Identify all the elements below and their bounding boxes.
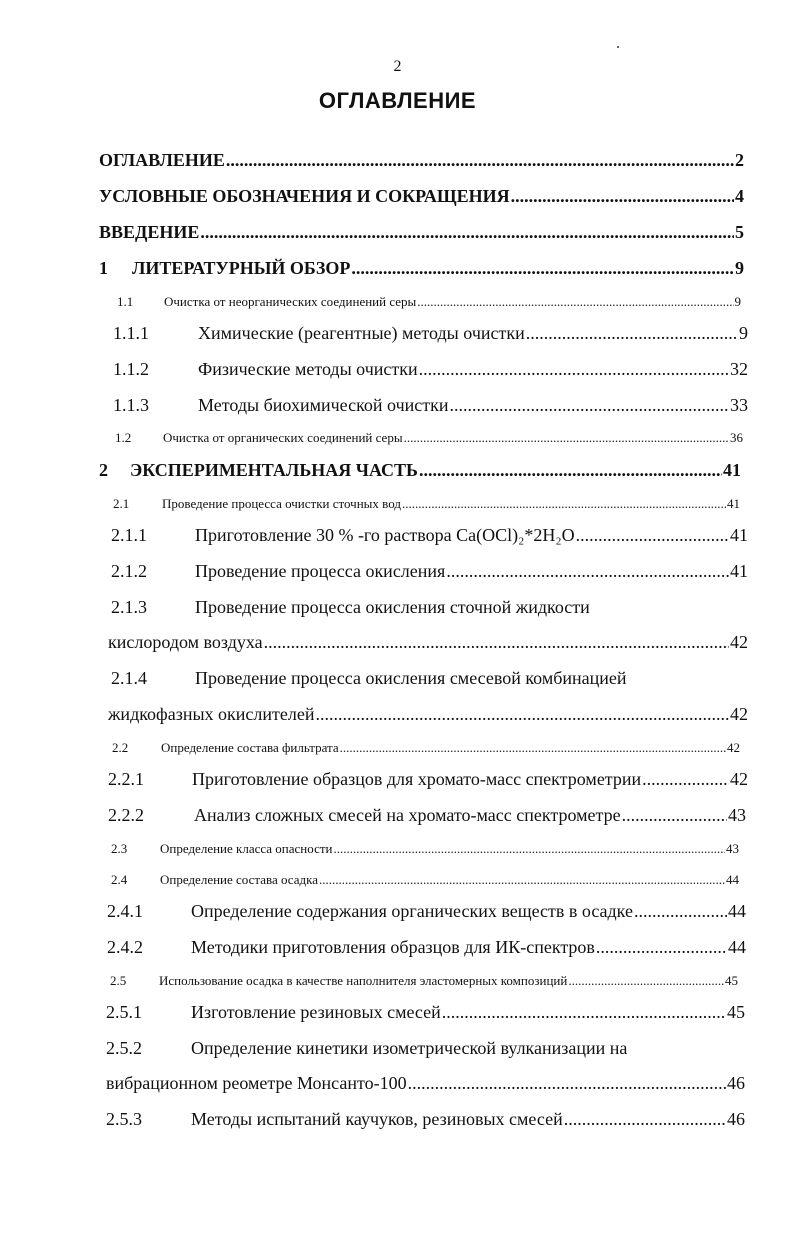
toc-entry-2-5[interactable]	[110, 973, 738, 989]
toc-entry-number: 1.2	[115, 430, 132, 445]
toc-entry-2-1[interactable]	[113, 496, 740, 512]
toc-entry-number: 2	[99, 460, 108, 480]
toc-entry-2-4[interactable]	[111, 872, 739, 888]
toc-entry-page: 46	[727, 1109, 745, 1129]
toc-entry-2-5-2-continuation[interactable]	[106, 1073, 745, 1094]
toc-entry-number: 2.5.3	[106, 1109, 142, 1129]
toc-entry-number: 2.1.3	[111, 597, 147, 617]
toc-entry-title: Методы биохимической очистки	[198, 395, 449, 415]
toc-entry-2-1-3-continuation[interactable]	[108, 632, 748, 653]
toc-entry-number: 1	[99, 258, 108, 278]
toc-entry-page: 5	[735, 222, 744, 242]
toc-entry-2-1-3[interactable]	[111, 597, 748, 618]
dot-leader	[404, 430, 729, 446]
toc-entry-page: 42	[727, 740, 740, 755]
toc-entry-title: Химические (реагентные) методы очистки	[198, 323, 525, 343]
dot-leader	[596, 937, 727, 958]
page-title: ОГЛАВЛЕНИЕ	[318, 88, 477, 113]
toc-entry-page: 42	[730, 704, 748, 724]
toc-entry-title-continuation: вибрационном реометре Монсанто-100	[106, 1073, 407, 1093]
toc-entry-title: Определение состава осадка	[160, 872, 319, 887]
toc-entry-contents[interactable]	[99, 150, 744, 171]
toc-entry-title: Анализ сложных смесей на хромато-масс спектрометре	[194, 805, 621, 825]
dot-leader	[450, 395, 729, 416]
toc-entry-number: 2.2	[112, 740, 129, 755]
toc-entry-title: Приготовление 30 % -го раствора Ca(OCl)₂*2H₂O	[195, 525, 575, 545]
dot-leader	[226, 150, 734, 171]
toc-entry-number: 1.1.1	[113, 323, 149, 343]
toc-entry-page: 43	[728, 805, 746, 825]
toc-entry-1-1-2[interactable]	[113, 359, 748, 380]
toc-entry-2-5-1[interactable]	[106, 1002, 745, 1023]
dot-leader	[419, 359, 729, 380]
dot-leader	[334, 841, 726, 857]
dot-leader	[576, 525, 729, 546]
dot-leader	[316, 704, 730, 725]
toc-entry-chapter-2[interactable]	[99, 460, 741, 481]
toc-entry-title-continuation: кислородом воздуха	[108, 632, 263, 652]
toc-entry-title: Очистка от органических соединений серы	[163, 430, 403, 445]
dot-leader	[419, 460, 722, 481]
toc-entry-page: 9	[735, 258, 744, 278]
toc-entry-title: Проведение процесса очистки сточных вод	[162, 496, 401, 511]
toc-entry-number: 2.3	[111, 841, 128, 856]
toc-entry-page: 45	[727, 1002, 745, 1022]
toc-entry-number: 2.4	[111, 872, 128, 887]
toc-entry-2-1-4-continuation[interactable]	[108, 704, 748, 725]
toc-entry-2-4-2[interactable]	[107, 937, 746, 958]
toc-entry-introduction[interactable]	[99, 222, 744, 243]
dot-leader	[511, 186, 734, 207]
toc-entry-2-1-2[interactable]	[111, 561, 748, 582]
toc-entry-number: 2.1.1	[111, 525, 147, 545]
toc-entry-1-1[interactable]	[117, 294, 741, 310]
dot-leader	[402, 496, 726, 512]
toc-entry-page: 33	[730, 395, 748, 415]
toc-entry-number: 2.5.2	[106, 1038, 142, 1058]
toc-entry-number: 1.1.2	[113, 359, 149, 379]
toc-entry-2-5-2[interactable]	[106, 1038, 745, 1059]
toc-entry-title: Методики приготовления образцов для ИК-спектров	[191, 937, 595, 957]
toc-entry-abbreviations[interactable]	[99, 186, 744, 207]
toc-entry-title-continuation: жидкофазных окислителей	[108, 704, 315, 724]
toc-entry-page: 41	[727, 496, 740, 511]
toc-entry-number: 2.5	[110, 973, 127, 988]
toc-entry-page: 9	[734, 294, 741, 309]
dot-leader	[642, 769, 729, 790]
toc-entry-number: 2.2.1	[108, 769, 144, 789]
toc-entry-number: 2.1.2	[111, 561, 147, 581]
toc-entry-title: Приготовление образцов для хромато-масс спектрометрии	[192, 769, 642, 789]
dot-leader	[319, 872, 725, 888]
dot-leader	[200, 222, 734, 243]
dot-leader	[408, 1073, 726, 1094]
toc-entry-number: 1.1	[117, 294, 134, 309]
toc-entry-number: 2.1.4	[111, 668, 147, 688]
dot-leader	[564, 1109, 726, 1130]
toc-entry-page: 42	[730, 769, 748, 789]
toc-entry-number: 1.1.3	[113, 395, 149, 415]
toc-entry-page: 9	[739, 323, 748, 343]
toc-entry-page: 41	[730, 561, 748, 581]
toc-entry-page: 44	[728, 937, 746, 957]
toc-entry-2-5-3[interactable]	[106, 1109, 745, 1130]
toc-entry-chapter-1[interactable]	[99, 258, 744, 279]
toc-entry-title: ОГЛАВЛЕНИЕ	[99, 150, 225, 170]
toc-entry-page: 41	[730, 525, 748, 545]
toc-entry-number: 2.1	[113, 496, 130, 511]
toc-entry-number: 2.4.1	[107, 901, 143, 921]
toc-entry-2-2-2[interactable]	[108, 805, 746, 826]
dot-leader	[446, 561, 729, 582]
toc-entry-title: ЛИТЕРАТУРНЫЙ ОБЗОР	[132, 258, 351, 278]
page-number: 2	[393, 58, 402, 75]
toc-entry-2-3[interactable]	[111, 841, 739, 857]
toc-entry-page: 2	[735, 150, 744, 170]
toc-entry-title: УСЛОВНЫЕ ОБОЗНАЧЕНИЯ И СОКРАЩЕНИЯ	[99, 186, 510, 206]
toc-entry-1-1-1[interactable]	[113, 323, 748, 344]
toc-entry-title: Определение содержания органических веществ в осадке	[191, 901, 633, 921]
dot-leader	[568, 973, 724, 989]
dot-leader	[442, 1002, 726, 1023]
toc-entry-1-2[interactable]	[115, 430, 743, 446]
toc-entry-number: 2.4.2	[107, 937, 143, 957]
toc-entry-page: 41	[723, 460, 741, 480]
toc-entry-title: Изготовление резиновых смесей	[191, 1002, 441, 1022]
toc-entry-title: Проведение процесса окисления	[195, 561, 446, 581]
dot-leader	[417, 294, 733, 310]
toc-entry-title: ВВЕДЕНИЕ	[99, 222, 200, 242]
toc-entry-page: 43	[726, 841, 739, 856]
toc-entry-page: 44	[728, 901, 746, 921]
toc-entry-title: ЭКСПЕРИМЕНТАЛЬНАЯ ЧАСТЬ	[130, 460, 418, 480]
toc-entry-page: 36	[730, 430, 743, 445]
toc-entry-2-2[interactable]	[112, 740, 740, 756]
dot-leader	[340, 740, 726, 756]
dot-leader	[634, 901, 727, 922]
toc-entry-2-2-1[interactable]	[108, 769, 748, 790]
toc-entry-page: 46	[727, 1073, 745, 1093]
toc-entry-1-1-3[interactable]	[113, 395, 748, 416]
toc-entry-2-1-4[interactable]	[111, 668, 748, 689]
toc-entry-page: 44	[726, 872, 739, 887]
toc-entry-title: Методы испытаний каучуков, резиновых смесей	[191, 1109, 563, 1129]
toc-entry-title: Использование осадка в качестве наполнителя эластомерных композиций	[159, 973, 568, 988]
dot-leader	[622, 805, 727, 826]
toc-entry-page: 4	[735, 186, 744, 206]
toc-entry-title: Физические методы очистки	[198, 359, 418, 379]
toc-entry-title: Определение класса опасности	[160, 841, 333, 856]
dot-leader	[351, 258, 734, 279]
toc-entry-page: 42	[730, 632, 748, 652]
toc-entry-2-1-1[interactable]	[111, 525, 748, 546]
toc-entry-number: 2.5.1	[106, 1002, 142, 1022]
toc-entry-title: Определение кинетики изометрической вулканизации на	[191, 1038, 628, 1058]
toc-entry-title: Очистка от неорганических соединений серы	[164, 294, 417, 309]
toc-entry-title: Определение состава фильтрата	[161, 740, 339, 755]
dot-leader	[526, 323, 738, 344]
toc-entry-number: 2.2.2	[108, 805, 144, 825]
toc-entry-title: Проведение процесса окисления смесевой комбинацией	[195, 668, 627, 688]
toc-entry-title: Проведение процесса окисления сточной жидкости	[195, 597, 590, 617]
toc-entry-page: 32	[730, 359, 748, 379]
dot-leader	[264, 632, 729, 653]
toc-entry-2-4-1[interactable]	[107, 901, 746, 922]
toc-entry-page: 45	[725, 973, 738, 988]
